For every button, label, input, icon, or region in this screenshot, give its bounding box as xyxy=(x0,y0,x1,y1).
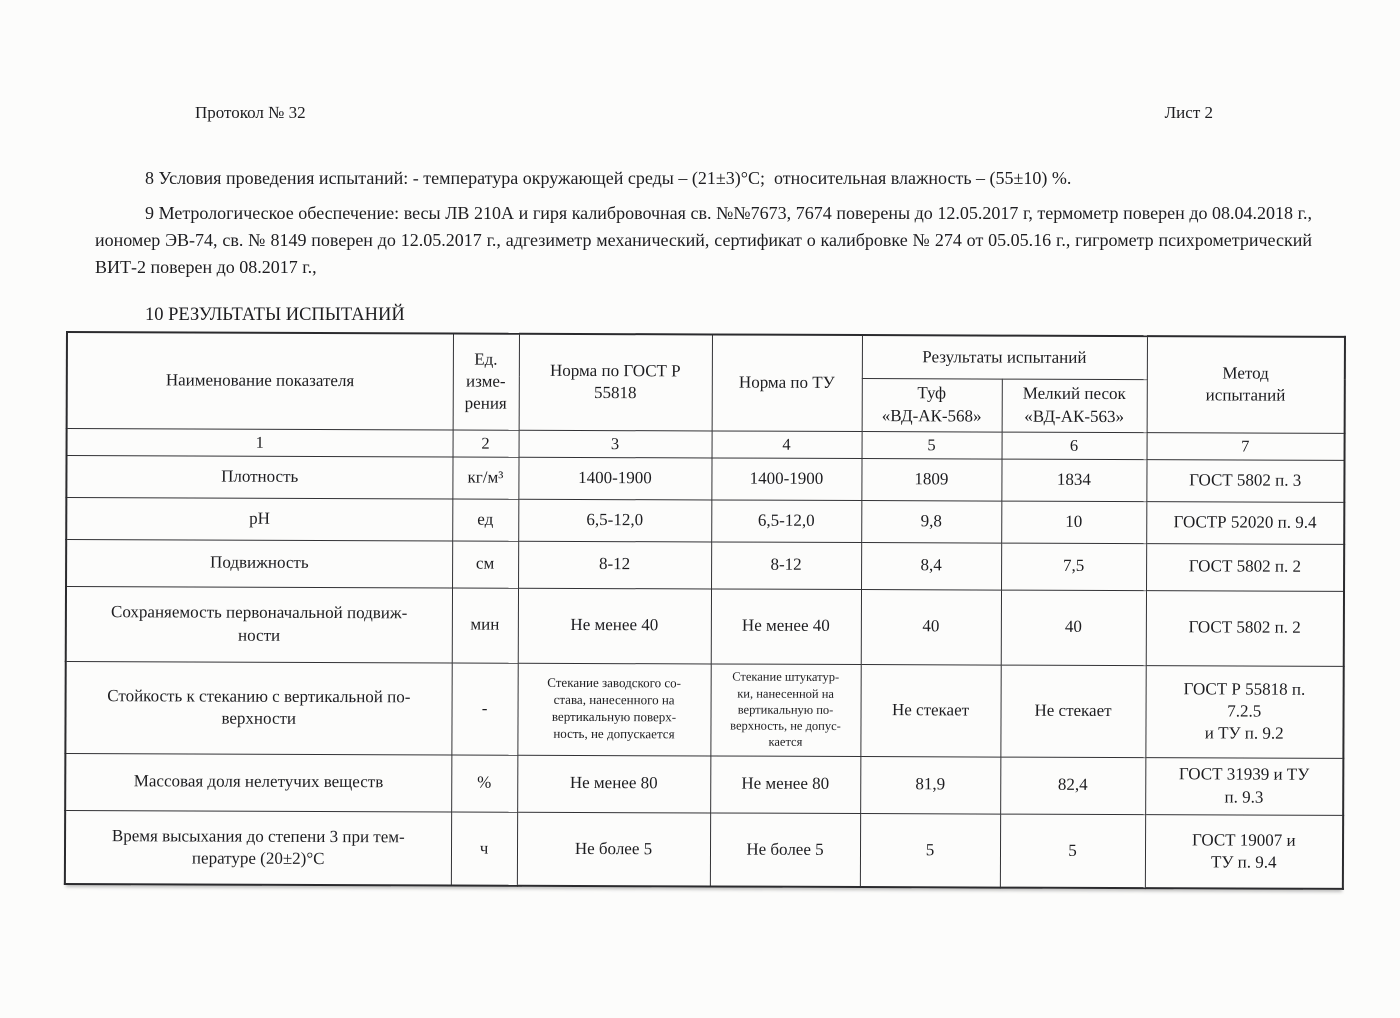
table-row-drying-time xyxy=(65,810,1343,889)
col-header-indicator-name: Наименование показателя xyxy=(67,332,453,429)
cell-gost-norm: Не менее 40 xyxy=(518,588,711,664)
cell-tu-norm: Стекание штукатур- ки, нанесенной на вертикальную по- верхность, не допус- кается xyxy=(710,663,860,756)
cell-result-sand: 1834 xyxy=(1001,459,1146,502)
col-subheader-tuf: Туф «ВД-АК-568» xyxy=(862,378,1002,432)
cell-gost-norm: Не менее 80 xyxy=(517,755,710,813)
cell-result-sand: 82,4 xyxy=(1000,757,1145,815)
paragraph-test-conditions: 8 Условия проведения испытаний: - температура окружающей среды – (21±3)°С; относительная влажность – (55±10) %. xyxy=(145,168,1072,188)
cell-method: ГОСТР 52020 п. 9.4 xyxy=(1146,501,1344,544)
cell-result-tuf: 1809 xyxy=(861,458,1001,501)
cell-unit: % xyxy=(451,754,517,811)
cell-tu-norm: 1400-1900 xyxy=(711,457,861,500)
cell-tu-norm: Не менее 80 xyxy=(710,755,860,813)
cell-tu-norm: Не менее 40 xyxy=(711,588,861,664)
table-row-density xyxy=(66,455,1344,502)
cell-result-tuf: 40 xyxy=(861,589,1001,665)
cell-result-tuf: Не стекает xyxy=(860,664,1000,757)
cell-result-tuf: 81,9 xyxy=(860,756,1000,814)
cell-tu-norm: Не более 5 xyxy=(710,812,860,887)
col-header-tu-norm: Норма по ТУ xyxy=(712,334,862,431)
cell-indicator-name: Время высыхания до степени 3 при тем- пературе (20±2)°С xyxy=(65,810,451,885)
col-header-test-results: Результаты испытаний xyxy=(862,335,1147,379)
cell-result-sand: 5 xyxy=(1000,814,1145,889)
col-header-unit: Ед. изме- рения xyxy=(453,333,519,429)
cell-unit: ед xyxy=(452,498,518,540)
cell-unit: мин xyxy=(452,587,518,662)
cell-unit: ч xyxy=(451,811,517,885)
cell-unit: кг/м³ xyxy=(452,456,518,498)
cell-indicator-name: Сохраняемость первоначальной подвиж- ности xyxy=(66,586,452,662)
section-title-results: 10 РЕЗУЛЬТАТЫ ИСПЫТАНИЙ xyxy=(145,305,405,325)
cell-gost-norm: 8-12 xyxy=(518,541,711,589)
page-header xyxy=(0,0,1400,123)
cell-gost-norm: 1400-1900 xyxy=(518,457,711,500)
cell-method: ГОСТ 5802 п. 3 xyxy=(1146,459,1344,502)
table-header-row-top xyxy=(67,332,1345,380)
cell-result-sand: 10 xyxy=(1001,501,1146,544)
table-row-sag-resistance xyxy=(65,661,1343,758)
cell-unit: - xyxy=(451,662,517,754)
cell-method: ГОСТ Р 55818 п. 7.2.5 и ТУ п. 9.2 xyxy=(1145,665,1343,758)
column-number: 4 xyxy=(712,430,862,458)
cell-result-tuf: 9,8 xyxy=(861,500,1001,543)
table-row-ph xyxy=(66,497,1344,544)
table-row-mobility xyxy=(66,539,1344,591)
column-number: 3 xyxy=(519,430,712,458)
cell-indicator-name: Стойкость к стеканию с вертикальной по- верхности xyxy=(65,661,451,754)
cell-tu-norm: 8-12 xyxy=(711,541,861,589)
results-table xyxy=(64,331,1346,890)
sheet-number: Лист 2 xyxy=(1164,103,1213,122)
table-row-nonvolatile-matter xyxy=(65,753,1343,815)
col-subheader-sand: Мелкий песок «ВД-АК-563» xyxy=(1002,379,1147,433)
cell-indicator-name: Массовая доля нелетучих веществ xyxy=(65,753,451,811)
cell-method: ГОСТ 5802 п. 2 xyxy=(1146,590,1344,666)
cell-method: ГОСТ 5802 п. 2 xyxy=(1146,543,1344,591)
table-row-mobility-retention xyxy=(66,586,1344,666)
protocol-number: Протокол № 32 xyxy=(195,103,306,122)
cell-result-sand: Не стекает xyxy=(1000,665,1145,758)
cell-method: ГОСТ 31939 и ТУ п. 9.3 xyxy=(1145,757,1343,815)
cell-result-sand: 7,5 xyxy=(1001,543,1146,591)
cell-result-tuf: 5 xyxy=(860,813,1000,888)
cell-gost-norm: 6,5-12,0 xyxy=(518,499,711,542)
column-number: 2 xyxy=(453,429,519,456)
col-header-method: Метод испытаний xyxy=(1147,336,1345,433)
cell-unit: см xyxy=(452,540,518,587)
cell-method: ГОСТ 19007 и ТУ п. 9.4 xyxy=(1145,814,1343,889)
results-table-wrapper xyxy=(64,331,1344,890)
column-number: 6 xyxy=(1002,432,1147,460)
cell-indicator-name: рН xyxy=(66,497,452,540)
column-number: 5 xyxy=(862,431,1002,459)
cell-gost-norm: Стекание заводского со- става, нанесенного на вертикальную поверх- ность, не допускается xyxy=(517,663,710,756)
column-number: 1 xyxy=(67,428,453,456)
cell-indicator-name: Подвижность xyxy=(66,539,452,587)
col-header-gost-norm: Норма по ГОСТ Р 55818 xyxy=(519,334,712,431)
cell-result-sand: 40 xyxy=(1001,590,1146,666)
column-number: 7 xyxy=(1147,432,1345,460)
cell-result-tuf: 8,4 xyxy=(861,542,1001,590)
cell-indicator-name: Плотность xyxy=(66,455,452,498)
paragraph-metrology: 9 Метрологическое обеспечение: весы ЛВ 210А и гиря калибровочная св. №№7673, 7674 поверены до 12.05.2017 г, термометр поверен до 08.04.2018 г., иономер ЭВ-74, св. № 8149 поверен до 12.05.2017 г., адгезиметр механический, сертификат о калибровке № 274 от 05.05.16 г., гигрометр психрометрический ВИТ-2 поверен до 08.2017 г., xyxy=(95,203,1317,277)
cell-tu-norm: 6,5-12,0 xyxy=(711,499,861,542)
cell-gost-norm: Не более 5 xyxy=(517,812,710,887)
